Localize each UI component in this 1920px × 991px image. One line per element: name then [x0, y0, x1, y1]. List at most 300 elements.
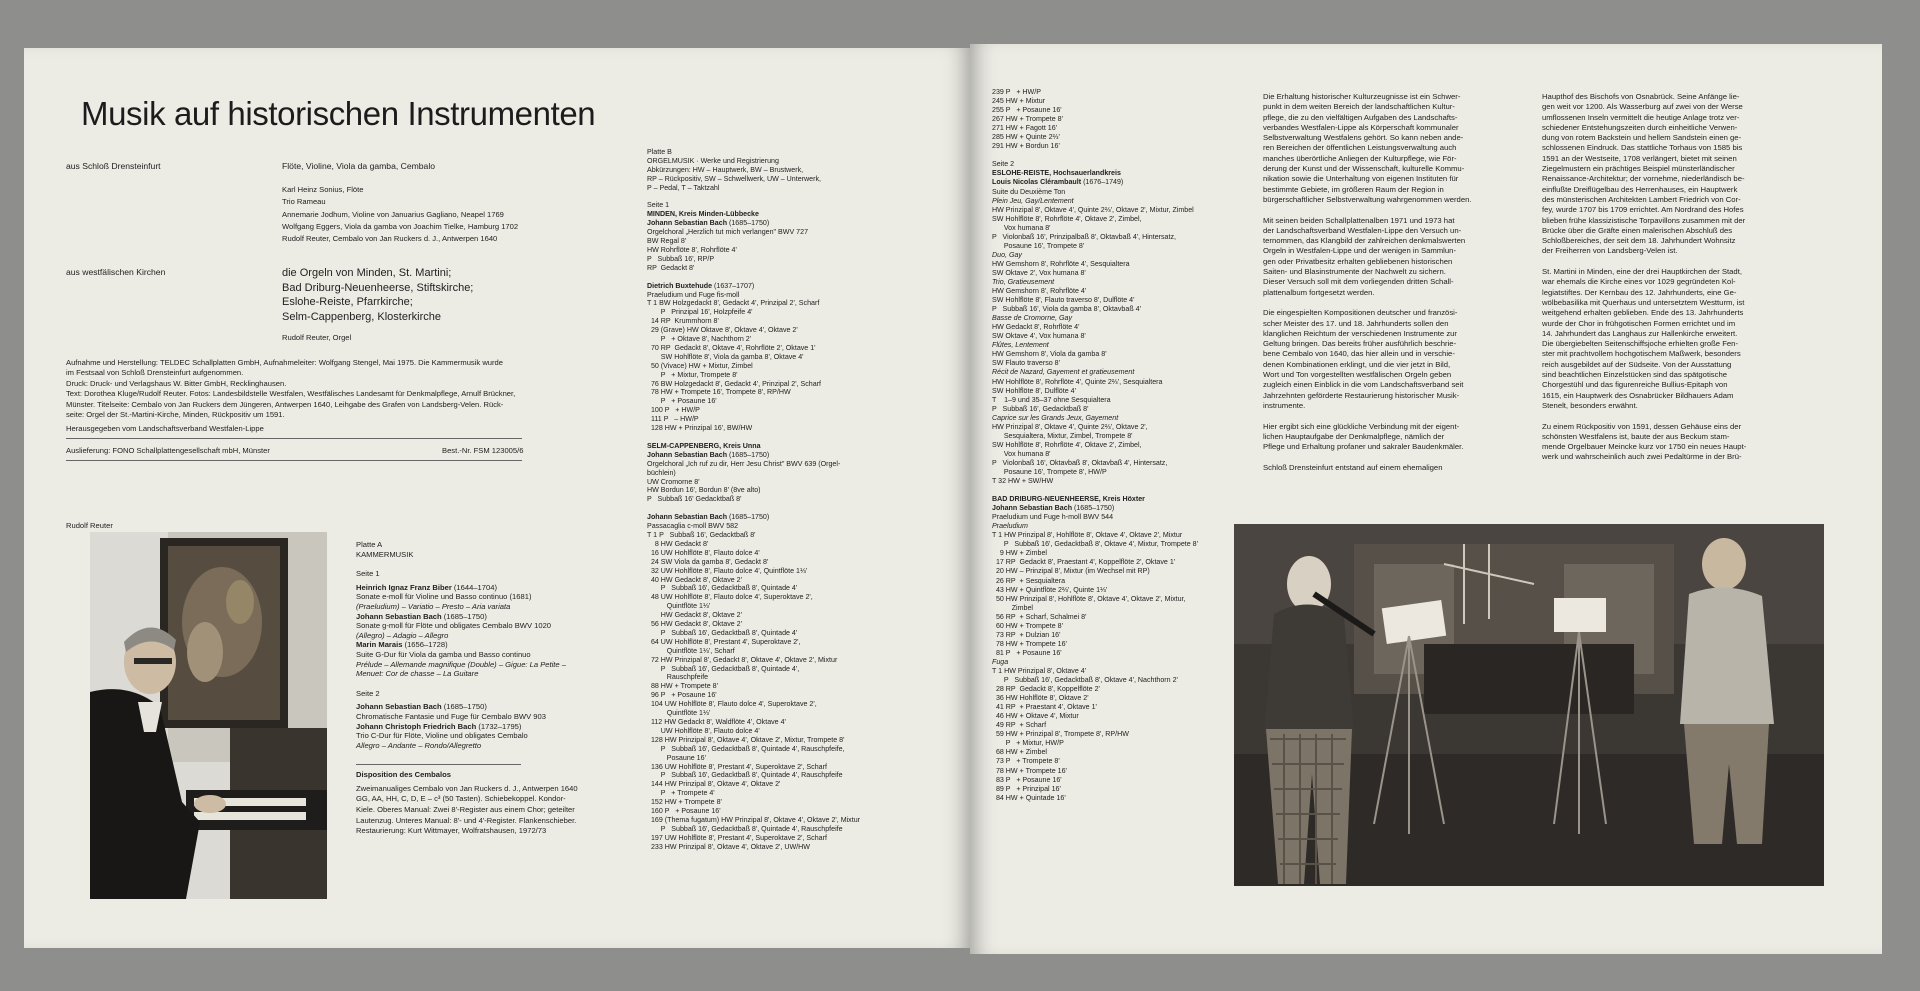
performer-line: Rudolf Reuter, Cembalo von Jan Ruckers d. J., Antwerpen 1640 — [282, 234, 498, 244]
text-line: 83 P + Posaune 16' — [992, 775, 1062, 784]
text-line: Sesquialtera, Mixtur, Zimbel, Trompete 8' — [992, 431, 1133, 440]
text-line: Seite 1 — [647, 201, 670, 210]
text-line: Suite du Deuxième Ton — [992, 187, 1066, 196]
text-line: P Prinzipal 16', Holzpfeife 4' — [647, 308, 753, 317]
paragraph-line: schönsten Westfalens ist, baute der aus Beckum stam- — [1542, 431, 1730, 441]
text-line: Fuga — [992, 657, 1009, 666]
paragraph-line: lichen Hauptaufgabe der Denkmalpflege, nämlich der — [1263, 431, 1445, 441]
text-line: 96 P + Posaune 16' — [647, 691, 717, 700]
text-line: UW Cromorne 8' — [647, 477, 700, 486]
paragraph-line: dung von rotem Backstein und hellem Sandstein einen ge- — [1542, 133, 1742, 143]
disposition-line: Lautenzug. Unteres Manual: 8'- und 4'-Register. Flankenschieber. — [356, 815, 577, 825]
text-line: 112 HW Gedackt 8', Waldflöte 4', Oktave 4' — [647, 718, 786, 726]
text-line: 29 (Grave) HW Oktave 8', Oktave 4', Oktave 2' — [647, 326, 798, 335]
text-line — [356, 612, 578, 622]
text-line: Plein Jeu, Gay/Lentement — [992, 196, 1074, 205]
text-line: 70 RP Gedackt 8', Oktave 4', Rohrflöte 2', Oktave 1' — [647, 343, 816, 352]
text-line — [647, 504, 860, 513]
text-line: 89 P + Prinzipal 16' — [992, 784, 1061, 793]
text-line — [647, 442, 860, 451]
paragraph-line: klanglichen Reichtum der verschiedenen Instrumente zur — [1263, 328, 1457, 338]
paragraph-line — [1542, 257, 1780, 267]
paragraph-line — [1263, 298, 1491, 308]
text-line: BW Regal 8' — [647, 237, 687, 246]
paragraph-line: ster mit prachtvollem hochgotischem Maßwerk, besonders — [1542, 349, 1741, 359]
text-line: 50 (Vivace) HW + Mixtur, Zimbel — [647, 361, 753, 370]
paragraph-line — [1542, 411, 1780, 421]
text-line: Posaune 16' — [647, 753, 706, 762]
text-line: Suite G-Dur für Viola da gamba und Basso continuo — [356, 649, 531, 659]
right-page — [970, 44, 1882, 954]
paragraph-line: 1591 an der Westseite, 1708 verlängert, bietet mit seinen — [1542, 153, 1737, 163]
divider — [66, 438, 522, 439]
text-line: 28 RP Gedackt 8', Koppelflöte 2' — [992, 685, 1100, 694]
text-line: 24 SW Viola da gamba 8', Gedackt 8' — [647, 557, 769, 566]
text-line: ORGELMUSIK · Werke und Registrierung — [647, 156, 779, 165]
photo-caption: Rudolf Reuter — [66, 521, 113, 530]
paragraph-line: bene Cembalo von 1640, das hier allein und in verschie- — [1263, 349, 1455, 359]
paragraph-line: nikation sowie die Unterhaltung von eigenen Instituten für — [1263, 174, 1459, 184]
composer-name: Marin Marais — [356, 640, 403, 650]
disposition-text — [356, 784, 578, 837]
performer-line: Wolfgang Eggers, Viola da gamba von Joachim Tielke, Hamburg 1702 — [282, 221, 519, 231]
seite-2-works — [356, 702, 578, 750]
paragraph-line: blieben frühe klassizistische Torpavillons zusammen mit der — [1542, 215, 1746, 225]
paragraph-line: Die eingespielten Kompositionen deutscher und französi- — [1263, 308, 1458, 318]
organist-photo — [90, 532, 327, 899]
text-line: 100 P + HW/P — [647, 406, 700, 415]
paragraph-line — [1263, 411, 1491, 421]
text-line: 136 UW Hohlflöte 8', Prestant 4', Superoktave 2', Scharf — [647, 762, 827, 771]
text-line: P Subbaß 16', Gedacktbaß 8', Quintade 4', Rauschpfeife — [647, 771, 843, 780]
paragraph-line: Geltung bringen. Das bereits früher ausführlich beschrie- — [1263, 339, 1457, 349]
text-line: Trio, Gratieusement — [992, 277, 1055, 286]
paragraph-line: einflußte Dreiflügelbau des Herrenhauses, ein Hauptwerk — [1542, 184, 1738, 194]
organ-location: die Orgeln von Minden, St. Martini; — [282, 267, 452, 279]
text-line: RP – Rückpositiv, SW – Schwellwerk, UW – Unterwerk, — [647, 174, 821, 183]
paragraph-line: scher Meister des 17. und 18. Jahrhunderts sollen den — [1263, 318, 1449, 328]
paragraph-line: bestimmte Gebiete, im größeren Raum der Region in — [1263, 184, 1444, 194]
text-line: Praeludium und Fuge fis-moll — [647, 290, 740, 299]
text-line: 8 HW Gedackt 8' — [647, 539, 709, 548]
composer-dates: (1685–1750) — [441, 611, 487, 621]
text-line: Quintflöte 1⅓' — [647, 709, 711, 718]
text-line — [647, 219, 860, 228]
left-page — [24, 48, 970, 948]
text-line: SW Hohlflöte 8', Viola da gamba 8', Oktave 4' — [647, 352, 804, 361]
text-line: 59 HW + Prinzipal 8', Trompete 8', RP/HW — [992, 730, 1129, 739]
text-line: Rauschpfeife — [647, 673, 709, 682]
composer-dates: (1656–1728) — [402, 640, 448, 650]
text-line: SW Hohlflöte 8', Flauto traverso 8', Dulflöte 4' — [992, 296, 1135, 305]
text-line: Posaune 16', Trompete 8' — [992, 241, 1085, 250]
paragraph-line: Schloßbereiches, der seit dem 18. Jahrhundert Wohnsitz — [1542, 236, 1736, 246]
text-line — [992, 169, 1198, 178]
credit-line: Aufnahme und Herstellung: TELDEC Schallplatten GmbH, Aufnahmeleiter: Wolfgang Stengel, Mai 1975. Die Kammermusik wurde — [66, 358, 503, 367]
text-line: 48 UW Hohlflöte 8', Flauto dolce 4', Superoktave 2', — [647, 593, 813, 602]
text-line: P + Oktave 8', Nachthorn 2' — [647, 335, 752, 344]
text-line: SW Hohlflöte 8', Rohrflöte 4', Oktave 2', Zimbel, — [992, 440, 1142, 449]
text-line: SW Oktave 2', Vox humana 8' — [992, 268, 1086, 277]
text-line: P Subbaß 16', Gedacktbaß 8', Quintade 4', Rauschpfeife — [647, 824, 843, 833]
text-line: 128 HW + Prinzipal 16', BW/HW — [647, 424, 753, 433]
text-line: P Subbaß 16', Gedacktbaß 8', Quintade 4', Rauschpfeife, — [647, 744, 845, 753]
organ-registration-column — [992, 88, 1198, 803]
text-line: Duo, Gay — [992, 250, 1022, 259]
paragraph-line: Dieser Versuch soll mit dem vorliegenden dritten Schall- — [1263, 277, 1454, 287]
text-line: Seite 2 — [992, 160, 1015, 169]
organ-location: Bad Driburg-Neuenheerse, Stiftskirche; — [282, 281, 474, 294]
text-line: 73 P + Trompete 8' — [992, 757, 1060, 766]
text-line: 197 UW Hohlflöte 8', Prestant 4', Superoktave 2', Scharf — [647, 833, 827, 842]
credits — [66, 358, 515, 435]
text-line — [356, 640, 578, 650]
paragraph-line: der Freiherren von Landsberg-Velen ist. — [1542, 246, 1678, 256]
organ-location: Selm-Cappenberg, Klosterkirche — [282, 311, 441, 324]
text-line: 40 HW Gedackt 8', Oktave 2' — [647, 575, 742, 584]
text-line: 46 HW + Oktave 4', Mixtur — [992, 712, 1079, 721]
text-line: 43 HW + Quintflöte 2⅔', Quinte 1⅓' — [992, 585, 1108, 594]
disposition-line: Restaurierung: Kurt Wittmayer, Wolfratshausen, 1972/73 — [356, 826, 547, 836]
text-line: P Violonbaß 16', Oktavbaß 8', Oktavbaß 4', Hintersatz, — [992, 458, 1168, 467]
paragraph-line: Hier ergibt sich eine glückliche Verbindung mit der eigent- — [1263, 421, 1460, 431]
paragraph-line: Ziegelmustern ein prächtiges Beispiel münsterländischer — [1542, 164, 1735, 174]
text-line: büchlein) — [647, 468, 676, 477]
text-line: HW Bordun 16', Bordun 8' (8ve alto) — [647, 486, 761, 495]
text-line: P Subbaß 16', Gedacktbaß 8' — [992, 404, 1089, 413]
text-line: 49 RP + Scharf — [992, 721, 1047, 730]
text-line: Praeludium — [992, 522, 1028, 531]
paragraph-line: bürgerschaftlicher Selbstverwaltung wahrgenommen werden. — [1263, 194, 1472, 204]
text-line: P + Mixtur, Trompete 8' — [647, 370, 738, 379]
composer-dates: (1637–1707) — [712, 281, 755, 290]
text-line: 285 HW + Quinte 2⅔' — [992, 133, 1060, 142]
text-line: 84 HW + Quintade 16' — [992, 793, 1066, 802]
text-line: Passacaglia c-moll BWV 582 — [647, 522, 739, 531]
platte-a — [356, 540, 578, 837]
text-line: Platte B — [647, 148, 672, 156]
composer-dates: (1676–1749) — [1081, 178, 1124, 187]
text-line: 14 RP Krummhorn 8' — [647, 317, 719, 326]
text-line: Prélude – Allemande magnifique (Double) – Gigue: La Petite – — [356, 659, 566, 669]
text-line — [647, 282, 860, 291]
text-line — [356, 702, 578, 712]
performers-list — [282, 184, 518, 245]
text-line — [356, 722, 578, 732]
composer-dates: (1644–1704) — [451, 582, 497, 592]
paragraph-line: Wort und Ton vorgestellten westfälischen Orgeln geben — [1263, 370, 1452, 380]
distribution: Auslieferung: FONO Schallplattengesellschaft mbH, Münster — [66, 446, 270, 455]
album-title: Musik auf historischen Instrumenten — [81, 95, 596, 132]
composer-name: Heinrich Ignaz Franz Biber — [356, 582, 452, 592]
text-line: P Subbaß 16', Gedacktbaß 8', Quintade 4' — [647, 628, 798, 637]
paragraph-line: schiedener Entstehungszeiten durch einheitliche Verwen- — [1542, 122, 1738, 132]
text-line: Quintflöte 1⅓' — [647, 602, 711, 611]
organist: Rudolf Reuter, Orgel — [282, 333, 352, 342]
text-line: 72 HW Prinzipal 8', Gedackt 8', Oktave 4', Oktave 2', Mixtur — [647, 655, 838, 664]
text-line: P Violonbaß 16', Prinzipalbaß 8', Oktavbaß 4', Hintersatz, — [992, 232, 1176, 241]
text-line: P – Pedal, T – Taktzahl — [647, 183, 720, 192]
text-line: 128 HW Prinzipal 8', Oktave 4', Oktave 2', Mixtur, Trompete 8' — [647, 735, 845, 744]
text-line: P + Posaune 16' — [647, 397, 717, 406]
text-line: (Allegro) – Adagio – Allegro — [356, 630, 449, 640]
text-line: 56 HW Gedackt 8', Oktave 2' — [647, 620, 742, 629]
paragraph-line: Renaissance-Architektur; der vornehme, niederländisch be- — [1542, 174, 1745, 184]
text-line: SW Flauto traverso 8' — [992, 359, 1060, 368]
text-line: HW Gemshorn 8', Viola da gamba 8' — [992, 350, 1107, 359]
credit-line: im Festsaal von Schloß Drensteinfurt aufgenommen. — [66, 368, 244, 378]
paragraph-line: Zu einem Rückpositiv von 1591, dessen Gehäuse eins der — [1542, 421, 1742, 431]
text-line: T 1–9 und 35–37 ohne Sesquialtera — [992, 395, 1111, 404]
text-line: 169 (Thema fugatum) HW Prinzipal 8', Oktave 4', Oktave 2', Mixtur — [647, 815, 861, 824]
divider — [356, 764, 521, 765]
paragraph-line: weitgehend erhalten geblieben. Ende des 13. Jahrhunderts — [1542, 308, 1744, 318]
disposition-line: Kiele. Oberes Manual: Zwei 8'-Register aus einem Chor; geteilter — [356, 805, 575, 815]
paragraph-line: verbandes Westfalen-Lippe als Körperschaft kommunaler — [1263, 122, 1459, 132]
text-line: P Subbaß 16', Gedacktbaß 8', Oktave 4', Nachthorn 2' — [992, 676, 1178, 685]
disposition-heading: Disposition des Cembalos — [356, 770, 451, 780]
paragraph-line: plattenalbum fortgesetzt werden. — [1263, 287, 1375, 297]
text-line: HW Rohrflöte 8', Rohrflöte 4' — [647, 245, 737, 254]
paragraph-line: werk und wahrscheinlich auch zwei Pedaltürme in der Brü- — [1542, 452, 1742, 462]
text-line: 78 HW + Trompete 16', Trompete 8', RP/HW — [647, 388, 791, 397]
performer-line: Trio Rameau — [282, 197, 326, 207]
paragraph-line: Jahrzehnten geförderte Restaurierung historischer Musik- — [1263, 390, 1460, 400]
text-line: 60 HW + Trompete 8' — [992, 621, 1063, 630]
text-line — [647, 513, 860, 522]
text-line — [647, 273, 860, 282]
text-line: T 1 HW Prinzipal 8', Oktave 4' — [992, 667, 1087, 675]
text-line: 17 RP Gedackt 8', Praestant 4', Koppelflöte 2', Oktave 1' — [992, 558, 1176, 567]
text-line: T 32 HW + SW/HW — [992, 477, 1054, 486]
section-label-schloss: aus Schloß Drensteinfurt — [66, 161, 161, 171]
platte-a-subhead: KAMMERMUSIK — [356, 549, 414, 559]
text-line: P + Mixtur, HW/P — [992, 739, 1064, 748]
paragraph-line: Die übergiebelten Seitenschiffsjoche erhielten große Fen- — [1542, 339, 1739, 349]
paragraph-line: fey, wurde 1707 bis 1709 errichtet. Am Nordrand des Hofes — [1542, 205, 1744, 215]
composer-dates: (1685–1750) — [727, 513, 770, 522]
harpsichord-player-image — [90, 532, 327, 899]
text-line: 267 HW + Trompete 8' — [992, 115, 1063, 124]
text-line: P Subbaß 16', Gedacktbaß 8', Oktave 4', Mixtur, Trompete 8' — [992, 540, 1198, 549]
text-line — [992, 178, 1198, 187]
paragraph-line — [1263, 452, 1491, 462]
text-line: Basse de Cromorne, Gay — [992, 314, 1073, 323]
paragraph-line: derung der Kunst und der Wissenschaft, kulturelle Kommu- — [1263, 164, 1465, 174]
organ-location: Eslohe-Reiste, Pfarrkirche; — [282, 296, 413, 309]
credit-line: seite: Orgel der St.-Martini-Kirche, Minden, Rückpositiv um 1591. — [66, 410, 285, 420]
essay-column-1 — [1263, 92, 1491, 473]
composer-dates: (1685–1750) — [1072, 504, 1115, 513]
disposition-line: GG, AA, HH, C, D, E – c³ (50 Tasten). Schiebekoppel. Kondor- — [356, 794, 566, 804]
text-line: P Subbaß 16', Gedacktbaß 8', Quintade 4' — [647, 584, 798, 593]
seite-1-works — [356, 583, 578, 679]
text-line: HW Gemshorn 8', Rohrflöte 4' — [992, 287, 1087, 296]
text-line: 9 HW + Zimbel — [992, 549, 1047, 558]
seite-1-label: Seite 1 — [356, 569, 380, 579]
text-line: SW Hohlflöte 8', Dulflöte 4' — [992, 386, 1076, 395]
text-line — [992, 151, 1198, 160]
paragraph-line: Saiten- und Blasinstrumente der Nachwelt zu sichern. — [1263, 267, 1446, 277]
composer-name: BAD DRIBURG-NEUENHEERSE, Kreis Höxter — [992, 495, 1145, 504]
paragraph-line: Orgeln in Westfalen-Lippe und der wenigen in Sammlun- — [1263, 246, 1457, 256]
text-line: 88 HW + Trompete 8' — [647, 682, 718, 691]
text-line: UW Hohlflöte 8', Flauto dolce 4' — [647, 726, 760, 735]
paragraph-line: wölbebasilika mit Querhaus und untersetztem Westturm, ist — [1542, 297, 1745, 307]
text-line: T 1 HW Prinzipal 8', Hohlflöte 8', Oktave 4', Oktave 2', Mixtur — [992, 531, 1183, 540]
text-line: 233 HW Prinzipal 8', Oktave 4', Oktave 2', UW/HW — [647, 842, 810, 851]
text-line: Vox humana 8' — [992, 449, 1051, 458]
paragraph-line: Mit seinen beiden Schallplattenalben 1971 und 1973 hat — [1263, 215, 1455, 225]
text-line: SW Oktave 4', Vox humana 8' — [992, 332, 1086, 341]
text-line: HW Prinzipal 8', Oktave 4', Quinte 2⅔', Oktave 2', Mixtur, Zimbel — [992, 205, 1194, 214]
text-line: Zimbel — [992, 603, 1033, 612]
text-line: Praeludium und Fuge h-moll BWV 544 — [992, 513, 1114, 522]
text-line: 26 RP + Sesquialtera — [992, 576, 1066, 585]
paragraph-line: umflossenen Inseln vermittelt die heutige Anlage trotz ver- — [1542, 112, 1740, 122]
paragraph-line: des münsterischen Architekten Lambert Friedrich von Cor- — [1542, 194, 1741, 204]
composer-name: Johann Christoph Friedrich Bach — [356, 721, 477, 731]
paragraph-line: Chorgestühl und das figurenreiche Bullius-Epitaph von — [1542, 380, 1728, 390]
text-line — [356, 583, 578, 593]
composer-name: Louis Nicolas Clérambault — [992, 178, 1082, 187]
composer-name: Johann Sebastian Bach — [647, 219, 728, 228]
paragraph-line: ren Bereichen der öffentlichen Leistungsverwaltung auch — [1263, 143, 1457, 153]
paragraph-line: Selbstverwaltung Westfalens gehört. So kann neben ande- — [1263, 133, 1464, 143]
text-line: 68 HW + Zimbel — [992, 748, 1047, 757]
paragraph-line: schlossenen Eindruck. Das stattliche Torhaus von 1585 bis — [1542, 143, 1743, 153]
text-line: Vox humana 8' — [992, 223, 1051, 232]
composer-name: MINDEN, Kreis Minden-Lübbecke — [647, 210, 759, 219]
credit-line: Text: Dorothea Kluge/Rudolf Reuter. Fotos: Landesbildstelle Westfalen, Westfälisches Landesamt für Denkmalpflege, Arnulf Brückner, — [66, 389, 516, 399]
paragraph-line: Schloß Drensteinfurt entstand auf einem ehemaligen — [1263, 462, 1443, 472]
platte-a-head: Platte A — [356, 540, 383, 549]
text-line: P Subbaß 16', RP/P — [647, 254, 715, 263]
text-line: 64 UW Hohlflöte 8', Prestant 4', Superoktave 2', — [647, 637, 801, 646]
composer-name: ESLOHE-REISTE, Hochsauerlandkreis — [992, 169, 1121, 178]
text-line — [647, 210, 860, 219]
text-line: Posaune 16', Trompete 8', HW/P — [992, 467, 1107, 476]
text-line: RP Gedackt 8' — [647, 263, 695, 272]
text-line: HW Gedackt 8', Rohrflöte 4' — [992, 323, 1080, 332]
composer-name: Johann Sebastian Bach — [647, 450, 728, 459]
text-line: Orgelchoral „Herzlich tut mich verlangen" BWV 727 — [647, 228, 809, 237]
chamber-music-photo — [1234, 524, 1824, 886]
paragraph-line: Die Erhaltung historischer Kulturzeugnisse ist ein Schwer- — [1263, 92, 1461, 101]
text-line: (Praeludium) – Variatio – Presto – Aria variata — [356, 601, 511, 611]
platte-b — [647, 148, 860, 852]
seite-2-label: Seite 2 — [356, 688, 380, 698]
section-label-kirchen: aus westfälischen Kirchen — [66, 267, 166, 277]
paragraph-line: manches überörtliche Anliegen der Kulturpflege, wie För- — [1263, 153, 1457, 163]
text-line: 144 HW Prinzipal 8', Oktave 4', Oktave 2' — [647, 780, 781, 789]
divider — [66, 460, 522, 461]
text-line: 111 P – HW/P — [647, 415, 699, 424]
text-line: Menuet: Cor de chasse – La Guitare — [356, 669, 479, 679]
text-line: Trio C-Dur für Flöte, Violine und obligates Cembalo — [356, 731, 528, 741]
paragraph-line: 1615, ein Hauptwerk des Osnabrücker Bildhauers Adam — [1542, 390, 1734, 400]
text-line: Sonate g-moll für Flöte und obligates Cembalo BWV 1020 — [356, 621, 552, 631]
organ-locations — [282, 266, 473, 325]
text-line: 41 RP + Praestant 4', Oktave 1' — [992, 703, 1097, 712]
composer-dates: (1732–1795) — [476, 721, 522, 731]
text-line: HW Hohlflöte 8', Rohrflöte 4', Quinte 2⅔', Sesquialtera — [992, 377, 1163, 386]
text-line: 104 UW Hohlflöte 8', Flauto dolce 4', Superoktave 2', — [647, 700, 817, 709]
text-line: T 1 P Subbaß 16', Gedacktbaß 8' — [647, 530, 756, 539]
text-line — [992, 486, 1198, 495]
text-line: Récit de Nazard, Gayement et gratieusement — [992, 368, 1135, 377]
text-line: 32 UW Hohlflöte 8', Flauto dolce 4', Quintflöte 1⅓' — [647, 566, 808, 575]
credit-line: Herausgegeben vom Landschaftsverband Westfalen-Lippe — [66, 424, 264, 434]
composer-dates: (1685–1750) — [441, 702, 487, 712]
performer-line: Karl Heinz Sonius, Flöte — [282, 185, 364, 194]
text-line: Orgelchoral „Ich ruf zu dir, Herr Jesu Christ" BWV 639 (Orgel- — [647, 459, 841, 468]
text-line: HW Gedackt 8', Oktave 2' — [647, 611, 742, 620]
paragraph-line: wurde der Chor in frühgotischen Formen errichtet und im — [1542, 318, 1736, 328]
text-line — [647, 433, 860, 442]
text-line: 81 P + Posaune 16' — [992, 648, 1062, 657]
paragraph-line: der Landschaftsverband Westfalen-Lippe den Versuch un- — [1263, 225, 1462, 235]
disposition-line: Zweimanualiges Cembalo von Jan Ruckers d. J., Antwerpen 1640 — [356, 783, 578, 793]
text-line: 16 UW Hohlflöte 8', Flauto dolce 4' — [647, 548, 760, 557]
composer-dates: (1685–1750) — [727, 450, 770, 459]
paragraph-line: zugleich einen Einblick in die vom Landschaftsverband seit — [1263, 380, 1464, 390]
paragraph-line: Brücke über die Gräfte einen malerischen Abschluß des — [1542, 225, 1733, 235]
credit-line: Münster. Titelseite: Cembalo von Jan Ruckers dem Jüngeren, Antwerpen 1640, Leihgabe des Grafen von Landsberg-Velen. Rück- — [66, 399, 504, 409]
trio-rehearsal-image — [1234, 524, 1824, 886]
text-line: Sonate e-moll für Violine und Basso continuo (1681) — [356, 592, 532, 602]
text-line: SW Hohlflöte 8', Rohrflöte 4', Oktave 2', Zimbel, — [992, 214, 1142, 223]
text-line: P Subbaß 16', Viola da gamba 8', Oktavbaß 4' — [992, 305, 1141, 314]
paragraph-line: gen oder Privatbesitz erhalten gebliebenen historischen — [1263, 256, 1453, 266]
text-line — [992, 504, 1198, 513]
text-line: 78 HW + Trompete 16' — [992, 766, 1067, 775]
paragraph-line: denen Kombinationen erklingt, und die vier jetzt in Bild, — [1263, 359, 1451, 369]
text-line: P Subbaß 16' Gedacktbaß 8' — [647, 495, 742, 504]
text-line: 271 HW + Fagott 16' — [992, 124, 1058, 133]
paragraph-line: Haupthof des Bischofs von Osnabrück. Seine Anfänge lie- — [1542, 92, 1740, 101]
paragraph-line: Stenelt, besonders erwähnt. — [1542, 400, 1638, 410]
paragraph-line: reich ausgebildet auf der Südseite. Von der Ausstattung — [1542, 359, 1732, 369]
section-heading-instruments: Flöte, Violine, Viola da gamba, Cembalo — [282, 161, 436, 171]
text-line: HW Gemshorn 8', Rohrflöte 4', Sesquialtera — [992, 259, 1130, 268]
composer-dates: (1685–1750) — [727, 219, 770, 228]
paragraph-line: punkt in dem weiten Bereich der landschaftlichen Kultur- — [1263, 102, 1455, 112]
text-line — [647, 193, 860, 202]
text-line: 56 RP + Scharf, Schalmei 8' — [992, 612, 1087, 621]
text-line: 245 HW + Mixtur — [992, 97, 1046, 106]
essay-column-2 — [1542, 92, 1780, 463]
text-line: Chromatische Fantasie und Fuge für Cembalo BWV 903 — [356, 711, 546, 721]
paragraph-line: Pflege und Erhaltung profaner und sakraler Baudenkmäler. — [1263, 442, 1464, 452]
composer-name: SELM-CAPPENBERG, Kreis Unna — [647, 441, 761, 450]
paragraph-line: gen weit vor 1200. Als Wasserburg auf zwei von der Werse — [1542, 102, 1743, 112]
text-line: 78 HW + Trompete 16' — [992, 639, 1067, 648]
text-line: Abkürzungen: HW – Hauptwerk, BW – Brustwerk, — [647, 165, 804, 174]
composer-name: Johann Sebastian Bach — [356, 702, 442, 712]
text-line: 239 P + HW/P — [992, 88, 1041, 96]
text-line — [647, 451, 860, 460]
paragraph-line: instrumente. — [1263, 400, 1306, 410]
paragraph-line — [1263, 205, 1491, 215]
text-line: Flûtes, Lentement — [992, 341, 1049, 350]
text-line: 50 HW Prinzipal 8', Hohlflöte 8', Oktave 4', Oktave 2', Mixtur, — [992, 594, 1186, 603]
text-line: 36 HW Hohlflöte 8', Oktave 2' — [992, 694, 1089, 703]
performer-line: Annemarie Jodhum, Violine von Januarius Gagliano, Neapel 1769 — [282, 209, 504, 219]
text-line: Caprice sur les Grands Jeux, Gayement — [992, 413, 1119, 422]
paragraph-line: ternommen, das Klangbild der zahlreichen denkmalswerten — [1263, 236, 1466, 246]
credit-line: Druck: Druck- und Verlagshaus W. Bitter GmbH, Recklinghausen. — [66, 378, 287, 388]
